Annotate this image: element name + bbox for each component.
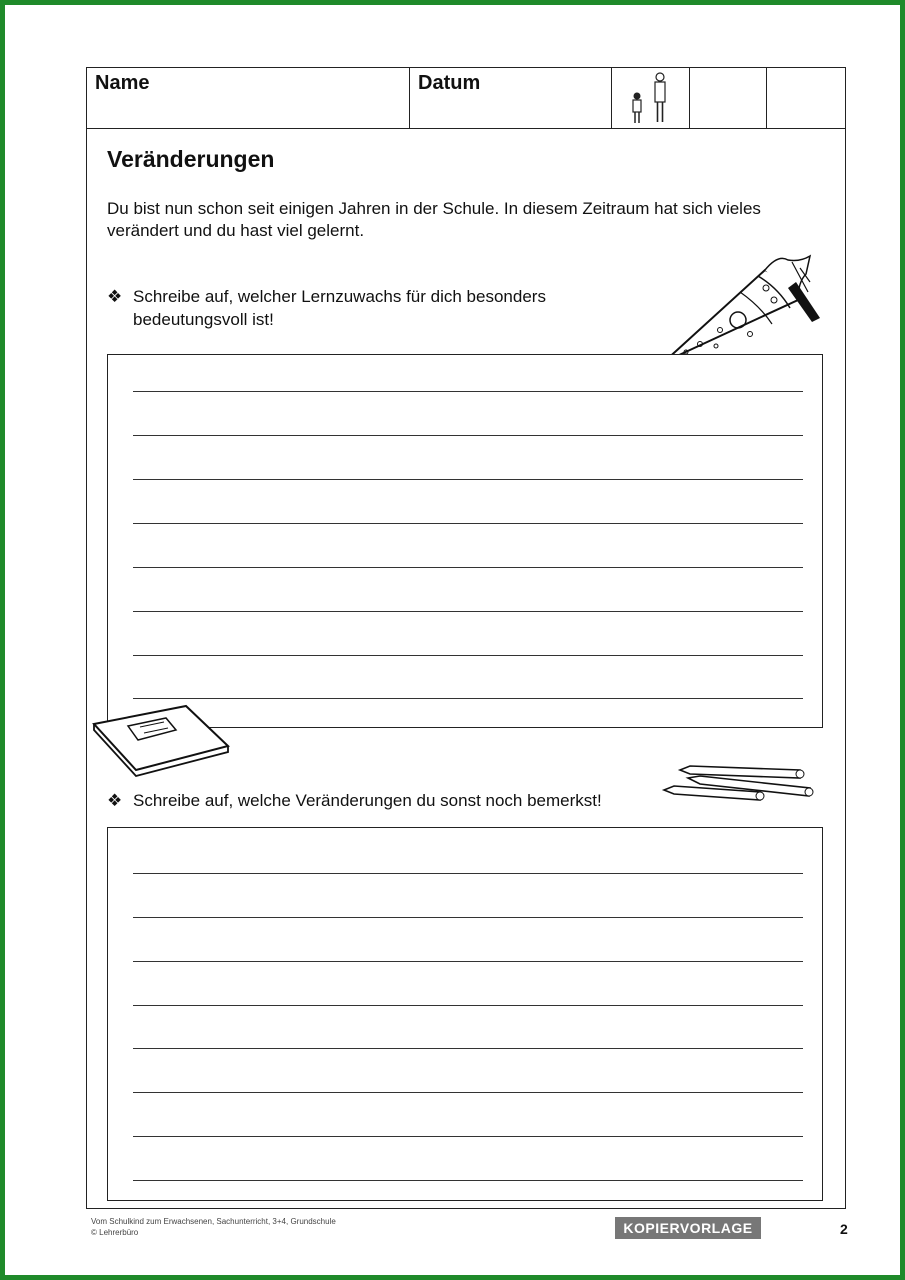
writing-line <box>133 1005 803 1006</box>
writing-line <box>133 391 803 392</box>
date-label: Datum <box>418 72 481 94</box>
answer-box-1[interactable] <box>107 354 823 728</box>
writing-line <box>133 961 803 962</box>
writing-line <box>133 1048 803 1049</box>
writing-line <box>133 479 803 480</box>
rating-cell-1 <box>690 68 767 128</box>
child-and-adult-icon <box>612 68 690 128</box>
writing-line <box>133 1092 803 1093</box>
answer-box-2[interactable] <box>107 827 823 1201</box>
task-2 <box>107 789 667 813</box>
intro-text: Du bist nun schon seit einigen Jahren in der Schule. In diesem Zeitraum hat sich vieles verändert und du hast viel gelernt. <box>107 199 761 240</box>
writing-line <box>133 435 803 436</box>
task-1-text-line2: bedeutungsvoll ist! <box>133 310 274 329</box>
writing-line <box>133 1180 803 1181</box>
writing-line <box>133 917 803 918</box>
pencils-icon <box>660 758 818 808</box>
header-row <box>87 68 845 129</box>
task-1-text-line1: Schreibe auf, welcher Lernzuwachs für dich besonders <box>133 287 546 306</box>
page-title: Veränderungen <box>107 146 275 172</box>
writing-line <box>133 655 803 656</box>
notebook-icon <box>90 700 235 778</box>
writing-line <box>133 873 803 874</box>
name-label: Name <box>95 72 150 94</box>
level-icon-cell <box>612 68 690 128</box>
task-2-text-line1: Schreibe auf, welche Veränderungen du sonst noch bemerkst! <box>133 791 602 810</box>
source-note <box>91 1216 336 1238</box>
task-bullet: ❖ <box>107 287 123 306</box>
date-cell <box>410 68 612 128</box>
writing-line <box>133 611 803 612</box>
page-number: 2 <box>840 1221 848 1237</box>
writing-line <box>133 698 803 699</box>
task-1 <box>107 285 667 333</box>
source-line-1: Vom Schulkind zum Erwachsenen, Sachunterricht, 3+4, Grundschule <box>91 1217 336 1226</box>
rating-cell-2 <box>767 68 845 128</box>
task-bullet: ❖ <box>107 791 123 810</box>
source-line-2: © Lehrerbüro <box>91 1228 139 1237</box>
writing-line <box>133 567 803 568</box>
school-cone-icon <box>660 252 825 367</box>
kopiervorlage-badge: KOPIERVORLAGE <box>615 1217 761 1239</box>
name-cell <box>87 68 410 128</box>
writing-line <box>133 523 803 524</box>
writing-line <box>133 1136 803 1137</box>
